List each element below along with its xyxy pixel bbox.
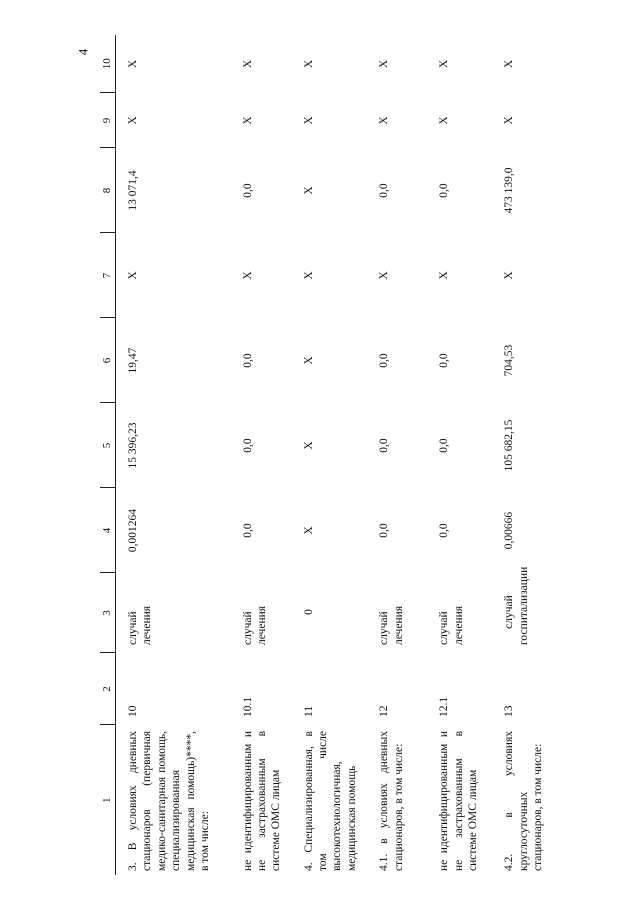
cell-col10: X bbox=[438, 59, 451, 69]
column-header: 2 bbox=[100, 653, 116, 725]
row-code: 13 bbox=[503, 705, 516, 717]
cell-col7: X bbox=[241, 271, 254, 280]
cell-col8: 0,0 bbox=[241, 183, 254, 198]
cell-col4: 0,0 bbox=[438, 523, 451, 538]
cell-col6: X bbox=[302, 356, 315, 365]
cell-col6: 0,0 bbox=[438, 353, 451, 368]
cell-col7: X bbox=[378, 271, 391, 280]
cell-col4: 0,00666 bbox=[503, 511, 516, 550]
table-row bbox=[367, 35, 427, 875]
cell-col8: X bbox=[302, 186, 315, 195]
cell-col7: X bbox=[503, 271, 516, 280]
table-row bbox=[292, 35, 368, 875]
cell-col7: X bbox=[438, 271, 451, 280]
cell-col4: 0,001264 bbox=[127, 508, 139, 553]
cell-col5: X bbox=[302, 441, 315, 450]
column-header: 9 bbox=[100, 93, 116, 148]
header-row bbox=[100, 35, 116, 875]
cell-col10: X bbox=[241, 59, 254, 69]
column-header: 5 bbox=[100, 403, 116, 488]
column-header: 6 bbox=[100, 318, 116, 403]
column-header: 7 bbox=[100, 233, 116, 318]
row-name bbox=[116, 725, 231, 875]
row-code: 11 bbox=[302, 705, 315, 717]
cell-col7: X bbox=[127, 271, 139, 280]
row-name-text: 4.2. в условиях круглосуточных стационаров, в том числе: bbox=[503, 731, 544, 871]
table-row bbox=[492, 35, 562, 875]
cell-col6: 19,47 bbox=[127, 347, 139, 374]
cell-col4: 0,0 bbox=[241, 523, 254, 538]
row-unit: 0 bbox=[302, 609, 315, 615]
row-name-text: 3. В условиях дневных стационаров (первичная медико-санитарная помощь, специализированная медицинская помощь)****, в том числе: bbox=[127, 731, 211, 871]
cell-col6: 704,53 bbox=[503, 344, 516, 377]
cell-col9: X bbox=[127, 116, 139, 125]
cell-col4: X bbox=[302, 526, 315, 535]
rotated-table-container bbox=[100, 35, 580, 875]
cell-col5: 15 396,23 bbox=[127, 422, 139, 469]
row-name bbox=[367, 725, 427, 875]
cell-col8: 0,0 bbox=[378, 183, 391, 198]
column-header: 10 bbox=[100, 35, 116, 93]
cell-col6: 0,0 bbox=[241, 353, 254, 368]
row-unit: случай госпитализации bbox=[503, 566, 530, 645]
row-code: 10 bbox=[127, 705, 139, 717]
page-number: 4 bbox=[75, 48, 91, 56]
row-name-text: не идентифицированным и не застрахованным в системе ОМС лицам bbox=[438, 731, 479, 871]
row-unit: случай лечения bbox=[241, 605, 268, 645]
row-name bbox=[231, 725, 292, 875]
cell-col9: X bbox=[438, 116, 451, 125]
row-name-text: 4.1. в условиях дневных стационаров, в том числе: bbox=[378, 731, 405, 871]
cell-col9: X bbox=[241, 116, 254, 125]
row-name bbox=[427, 725, 492, 875]
row-unit: случай лечения bbox=[438, 605, 465, 645]
table-row bbox=[427, 35, 492, 875]
cell-col9: X bbox=[378, 116, 391, 125]
cell-col7: X bbox=[302, 271, 315, 280]
cell-col8: 473 139,0 bbox=[503, 167, 516, 214]
row-name bbox=[292, 725, 368, 875]
cell-col8: 13 071,4 bbox=[127, 170, 139, 211]
cell-col9: X bbox=[503, 116, 516, 125]
column-header: 3 bbox=[100, 573, 116, 653]
cell-col5: 0,0 bbox=[241, 438, 254, 453]
cell-col10: X bbox=[127, 59, 139, 69]
cell-col5: 0,0 bbox=[378, 438, 391, 453]
table-row bbox=[116, 35, 231, 875]
column-header: 8 bbox=[100, 148, 116, 233]
row-code: 12.1 bbox=[438, 696, 451, 717]
row-code: 12 bbox=[378, 705, 391, 717]
cell-col5: 105 682,15 bbox=[503, 419, 516, 472]
row-unit: случай лечения bbox=[378, 605, 405, 645]
row-name-text: 4. Специализированная, в том числе высокотехнологичная, медицинская помощь bbox=[302, 731, 358, 871]
row-name bbox=[492, 725, 562, 875]
row-name-text: не идентифицированным и не застрахованным в системе ОМС лицам bbox=[241, 731, 283, 871]
cell-col6: 0,0 bbox=[378, 353, 391, 368]
cell-col10: X bbox=[378, 59, 391, 69]
column-header: 1 bbox=[100, 725, 116, 875]
cell-col10: X bbox=[503, 59, 516, 69]
row-unit: случай лечения bbox=[127, 605, 154, 645]
cell-col8: 0,0 bbox=[438, 183, 451, 198]
cell-col5: 0,0 bbox=[438, 438, 451, 453]
table-row bbox=[231, 35, 292, 875]
cell-col10: X bbox=[302, 59, 315, 69]
cell-col9: X bbox=[302, 116, 315, 125]
data-table bbox=[100, 35, 562, 875]
row-code: 10.1 bbox=[241, 696, 254, 717]
cell-col4: 0,0 bbox=[378, 523, 391, 538]
column-header: 4 bbox=[100, 488, 116, 573]
